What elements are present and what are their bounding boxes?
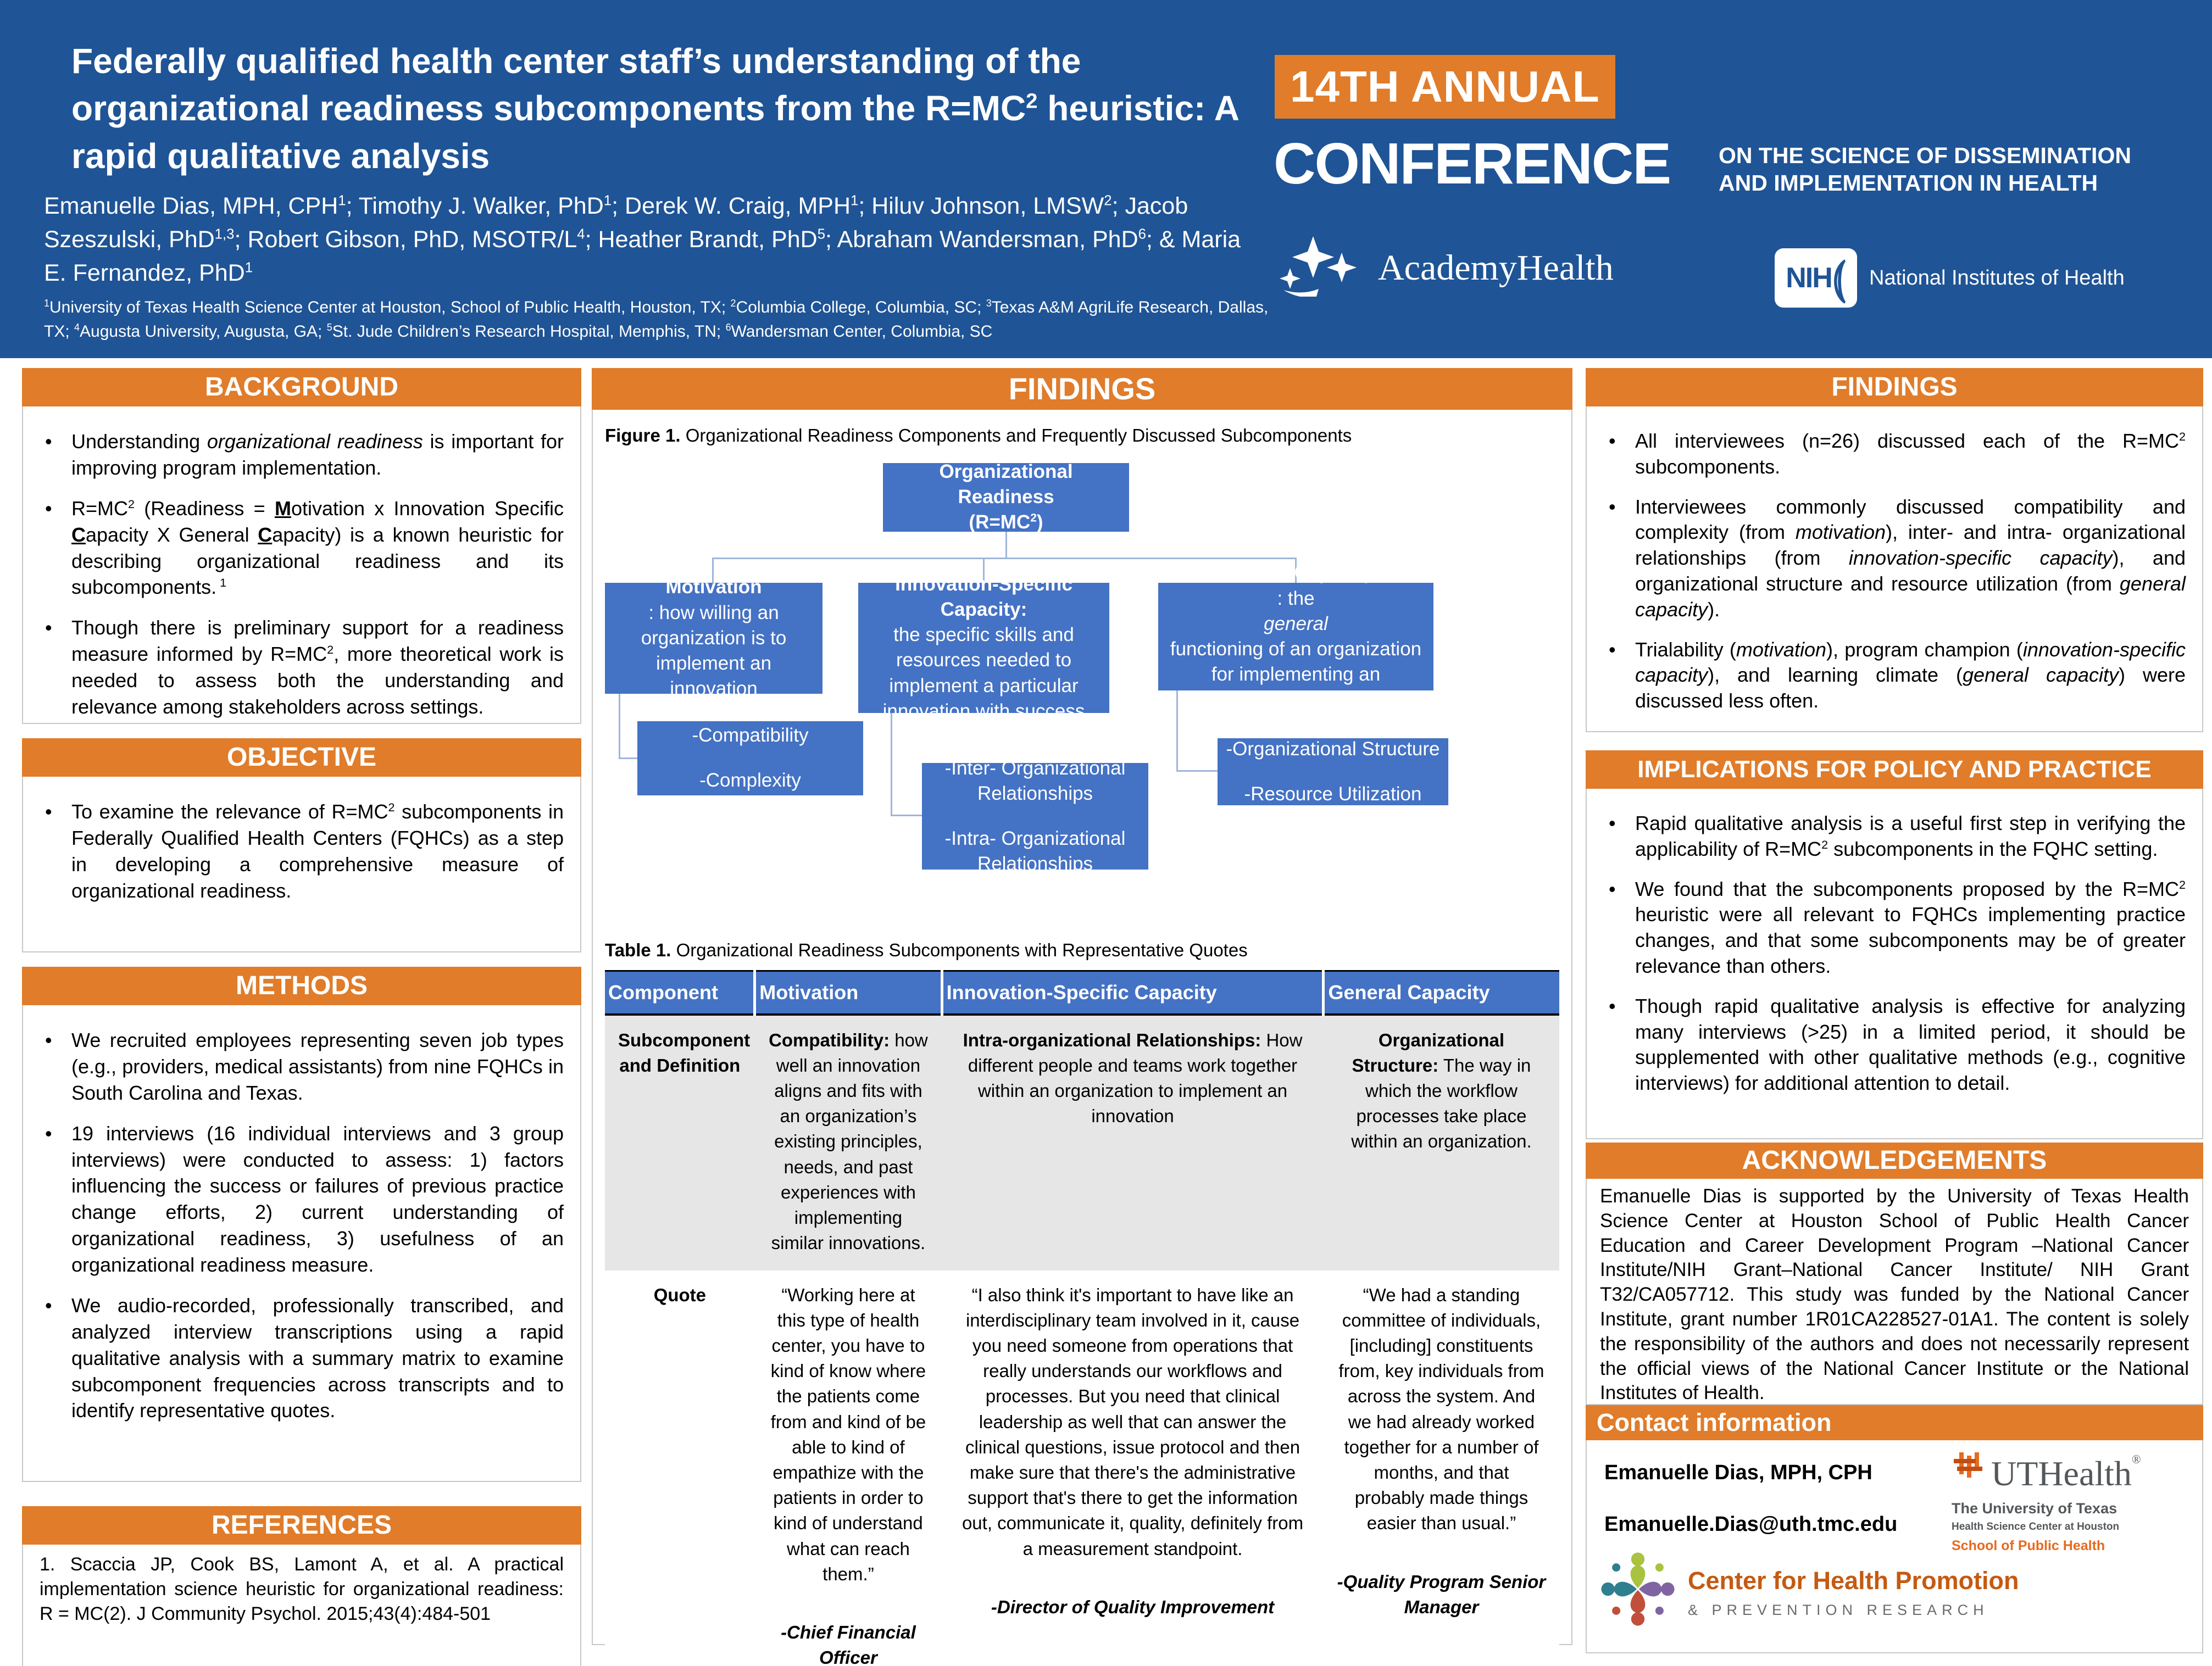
- connector-line: [619, 694, 620, 759]
- table-rowlabel-quote: Quote: [605, 1271, 755, 1666]
- section-findings-right: [1586, 368, 2203, 732]
- figure-sub-intra-organizational: -Intra- Organizational Relationships: [944, 827, 1126, 875]
- objective-bullet-1: • To examine the relevance of $R=MC^2$ subcomponents in Federally Qualified Health Centers (FQHCs) as a step in developing a comprehensive measure of organizational readiness.: [40, 799, 564, 904]
- contact-email: Emanuelle.Dias@uth.tmc.edu: [1604, 1513, 1898, 1536]
- conference-badge: 14TH ANNUAL: [1275, 55, 1615, 119]
- connector-line: [891, 815, 922, 816]
- implications-bullet-3: • Though rapid qualitative analysis is effective for analyzing many interviews (>25) in a limited period, it should be supplemented with other qualitative methods (e.g., cognitive interviews) for additional attention to detail.: [1603, 994, 2186, 1096]
- figure-node-root-line2: $(R=MC^2)$: [969, 511, 1043, 533]
- findings-bullet-3: • Trialability (motivation), program champion (innovation-specific capacity), and learning climate (general capacity) were discussed less often.: [1603, 637, 2186, 714]
- methods-bullet-3: • We audio-recorded, professionally transcribed, and analyzed interview transcriptions using a rapid qualitative analysis with a summary matrix to examine subcomponent frequencies across transcripts and to identify representative quotes.: [40, 1292, 564, 1424]
- methods-body: [22, 1005, 581, 1482]
- table-row-definition: [605, 1015, 1559, 1271]
- section-references: [22, 1506, 581, 1666]
- figure-sub-resource-utilization: -Resource Utilization: [1244, 783, 1422, 805]
- findings-bullet-2: • Interviewees commonly discussed compatibility and complexity (from motivation), inter- and intra- organizational relationships (from innovation-specific capacity), and organizational structure and resource utilization (from general capacity).: [1603, 494, 2186, 623]
- table-header-innovation-specific-capacity: Innovation-Specific Capacity: [942, 971, 1324, 1014]
- page-title: Federally qualified health center staff’s understanding of the organizational readiness subcomponents from the $R=MC^2$ heuristic: A rapid qualitative analysis: [71, 41, 1238, 176]
- contact-heading: Contact information: [1586, 1405, 2203, 1440]
- section-background: [22, 368, 581, 724]
- figure-sub-complexity: -Complexity: [699, 770, 801, 792]
- section-findings-middle: [592, 368, 1572, 1666]
- affiliations: $^1$University of Texas Health Science Center at Houston, School of Public Health, Houston, TX; $^2$Columbia College, Columbia, SC; $^3$Texas A&M AgriLife Research, Dallas, TX; $^4$Augusta University, Augusta, GA; $^5$St. Jude Children’s Research Hospital, Memphis, TN; $^6$Wandersman Center, Columbia, SC: [44, 298, 1269, 341]
- chp-text: [1688, 1564, 2019, 1620]
- table-header-component: Component: [605, 971, 755, 1014]
- uthealth-logo: [1952, 1450, 2188, 1556]
- figure-sub-inter-organizational: -Inter- Organizational Relationships: [944, 757, 1126, 804]
- figure-1: [605, 455, 1559, 939]
- section-contact: [1586, 1405, 2203, 1653]
- connector-line: [619, 757, 637, 759]
- contact-body: [1586, 1440, 2203, 1653]
- findings-right-heading: FINDINGS: [1586, 368, 2203, 406]
- table-cell-quote-gc: [1324, 1271, 1559, 1666]
- table-header-motivation: Motivation: [755, 971, 942, 1014]
- chp-line2: & PREVENTION RESEARCH: [1688, 1601, 1989, 1618]
- background-bullet-1: • Understanding organizational readiness is important for improving program implementation.: [40, 428, 564, 481]
- authors: Emanuelle Dias, MPH, CPH$^1$; Timothy J. Walker, PhD$^1$; Derek W. Craig, MPH$^1$; Hiluv Johnson, LMSW$^2$; Jacob Szeszulski, PhD$^{1,3}$; Robert Gibson, PhD, MSOTR/$L^4$; Heather Brandt, PhD$^5$; Abraham Wandersman, PhD$^6$; & Maria E. Fernandez, PhD$^1$: [44, 193, 1241, 287]
- figure-node-motivation-subcomponents: [637, 721, 863, 795]
- uthealth-line1: The University of Texas: [1952, 1500, 2117, 1517]
- table-caption: Table 1. Organizational Readiness Subcomponents with Representative Quotes: [605, 939, 1248, 960]
- academyhealth-stars-icon: [1280, 236, 1368, 299]
- quote-gc-attribution: -Quality Program Senior Manager: [1337, 1571, 1546, 1617]
- connector-line: [712, 558, 1297, 559]
- figure-node-root-line1: Organizational Readiness: [939, 461, 1073, 508]
- uthealth-line2: Health Science Center at Houston: [1952, 1521, 2120, 1533]
- figure-sub-compatibility: -Compatibility: [692, 725, 809, 746]
- quote-isc: “I also think it's important to have like an interdisciplinary team involved in it, cause you need someone from operations that really understands our workflows and processes. But you need that clinical leadership as well that can answer the clinical questions, issue protocol and then make sure that there's the administrative support that's there to get the information out, communicate it, quality, definitely from a measurement standpoint.: [962, 1284, 1304, 1559]
- chp-line1: Center for Health Promotion: [1688, 1567, 2019, 1595]
- table-header-general-capacity: General Capacity: [1324, 971, 1559, 1014]
- conference-tagline-line1: ON THE SCIENCE OF DISSEMINATION: [1719, 143, 2131, 168]
- acknowledgements-heading: ACKNOWLEDGEMENTS: [1586, 1143, 2203, 1179]
- header-banner: [0, 0, 2212, 358]
- connector-line: [1176, 770, 1218, 772]
- chp-logo: [1597, 1548, 2019, 1637]
- conference-tagline-line2: AND IMPLEMENTATION IN HEALTH: [1719, 170, 2098, 196]
- figure-node-motivation: Motivation : how willing an organization is to implement an innovation: [605, 583, 822, 694]
- uthealth-wordmark: [1952, 1450, 2188, 1497]
- figure-node-isc-subcomponents: [922, 757, 1148, 875]
- table-row-quote: [605, 1271, 1559, 1666]
- implications-heading: IMPLICATIONS FOR POLICY AND PRACTICE: [1586, 750, 2203, 789]
- uthealth-word: UTHealth: [1991, 1454, 2132, 1493]
- findings-right-body: [1586, 406, 2203, 732]
- findings-bullet-1: • All interviewees (n=26) discussed each of the $R=MC^2$ subcomponents.: [1603, 428, 2186, 480]
- methods-bullet-1: • We recruited employees representing seven job types (e.g., providers, medical assistants) from nine FQHCs in South Carolina and Texas.: [40, 1027, 564, 1106]
- background-bullet-2: • $R=MC^2$ (Readiness = Motivation x Innovation Specific Capacity X General Capacity) is a known heuristic for describing organizational readiness and its subcomponents. $^1$: [40, 495, 564, 601]
- acknowledgements-text: Emanuelle Dias is supported by the University of Texas Health Science Center at Houston School of Public Health Cancer Education and Career Development Program –National Cancer Institute/NIH Grant–National Cancer Institute/ NIH Grant T32/CA057712. This study was funded by the National Cancer Institute, grant number 1R01CA228527-01A1. The content is solely the responsibility of the authors and does not necessarily represent the official views of the National Cancer Institute or the National Institutes of Health.: [1600, 1185, 2189, 1404]
- implications-bullet-2: • We found that the subcomponents proposed by the $R=MC^2$ heuristic were all relevant to FQHCs implementing practice changes, and that some subcomponents may be of greater relevance than others.: [1603, 877, 2186, 979]
- figure-node-innovation-specific-capacity: Innovation-Specific Capacity: the specific skills and resources needed to implement a particular innovation with success: [858, 583, 1109, 713]
- background-bullet-3: • Though there is preliminary support for a readiness measure informed by $R=MC^2$, more theoretical work is needed to assess both the understanding and relevance among stakeholders across settings.: [40, 615, 564, 720]
- quote-isc-attribution: -Director of Quality Improvement: [991, 1596, 1275, 1617]
- objective-body: [22, 777, 581, 952]
- findings-middle-body: [592, 410, 1572, 1666]
- section-implications: [1586, 750, 2203, 1139]
- figure-sub-organizational-structure: -Organizational Structure: [1226, 738, 1440, 760]
- section-methods: [22, 967, 581, 1482]
- conference-tagline: [1719, 142, 2212, 197]
- table-cell-def-gc: Organizational Structure: The way in which the workflow processes take place within an organization.: [1324, 1015, 1559, 1271]
- quote-gc: “We had a standing committee of individuals, [including] constituents from, key individuals from across the system. And we had already worked together for a number of months, and that probably made things easier than usual.”: [1338, 1284, 1544, 1534]
- methods-heading: METHODS: [22, 967, 581, 1005]
- quote-motivation: “Working here at this type of health center, you have to kind of know where the patients come from and kind of be able to kind of empathize with the patients in order to kind of understand what can reach them.”: [770, 1284, 926, 1584]
- implications-bullet-1: • Rapid qualitative analysis is a useful first step in verifying the applicability of $R=MC^2$ subcomponents in the FQHC setting.: [1603, 811, 2186, 862]
- section-acknowledgements: [1586, 1143, 2203, 1405]
- uthealth-line3: School of Public Health: [1952, 1538, 2105, 1554]
- nih-wordmark: National Institutes of Health: [1869, 266, 2125, 289]
- nih-logo: [1775, 248, 2125, 308]
- table-cell-quote-motivation: [755, 1271, 942, 1666]
- background-body: [22, 406, 581, 724]
- uthealth-registered-icon: ®: [2131, 1452, 2141, 1466]
- section-objective: [22, 738, 581, 952]
- academyhealth-logo: [1280, 236, 1614, 299]
- nih-swoosh-icon: ⦅﻿: [1832, 249, 1846, 305]
- contact-name: Emanuelle Dias, MPH, CPH: [1604, 1461, 1872, 1484]
- table-cell-def-motivation: Compatibility: how well an innovation aligns and fits with an organization’s existing principles, needs, and past experiences with implementing similar innovations.: [755, 1015, 942, 1271]
- references-body: [22, 1545, 581, 1666]
- figure-node-gc-subcomponents: [1218, 738, 1448, 805]
- table-rowlabel-definition: Subcomponent and Definition: [605, 1015, 755, 1271]
- implications-body: [1586, 789, 2203, 1139]
- objective-heading: OBJECTIVE: [22, 738, 581, 777]
- table-cell-def-isc: Intra-organizational Relationships: How different people and teams work together within an organization to implement an innovation: [942, 1015, 1324, 1271]
- uthealth-cross-icon: [1952, 1450, 1986, 1497]
- reference-1: 1. Scaccia JP, Cook BS, Lamont A, et al. A practical implementation science heuristic for organizational readiness: R = MC(2). J Community Psychol. 2015;43(4):484-501: [40, 1554, 564, 1625]
- figure-caption: Figure 1. Organizational Readiness Components and Frequently Discussed Subcomponents: [605, 425, 1352, 445]
- references-heading: REFERENCES: [22, 1506, 581, 1545]
- chp-pinwheel-icon: [1597, 1548, 1679, 1637]
- table-header-row: [605, 971, 1559, 1014]
- findings-middle-heading: FINDINGS: [592, 368, 1572, 410]
- conference-name: CONFERENCE: [1274, 131, 1671, 196]
- connector-line: [891, 713, 892, 816]
- table-cell-quote-isc: [942, 1271, 1324, 1666]
- background-heading: BACKGROUND: [22, 368, 581, 406]
- acknowledgements-body: [1586, 1179, 2203, 1405]
- academyhealth-wordmark: AcademyHealth: [1378, 247, 1614, 288]
- figure-node-general-capacity: General Capacity : the general functioning of an organization for implementing an innovation: [1158, 583, 1433, 690]
- quote-motivation-attribution: -Chief Financial Officer: [781, 1622, 916, 1666]
- connector-line: [1005, 532, 1007, 558]
- figure-node-organizational-readiness: [883, 463, 1129, 532]
- methods-bullet-2: • 19 interviews (16 individual interviews and 3 group interviews) were conducted to assess: 1) factors influencing the success or failures of previous practice change efforts, 2) current understanding of organizational readiness, 3) usefulness of an organizational readiness measure.: [40, 1121, 564, 1278]
- nih-box-icon: [1775, 248, 1857, 308]
- table-1: [605, 970, 1559, 1666]
- nih-abbr: NIH: [1786, 262, 1832, 294]
